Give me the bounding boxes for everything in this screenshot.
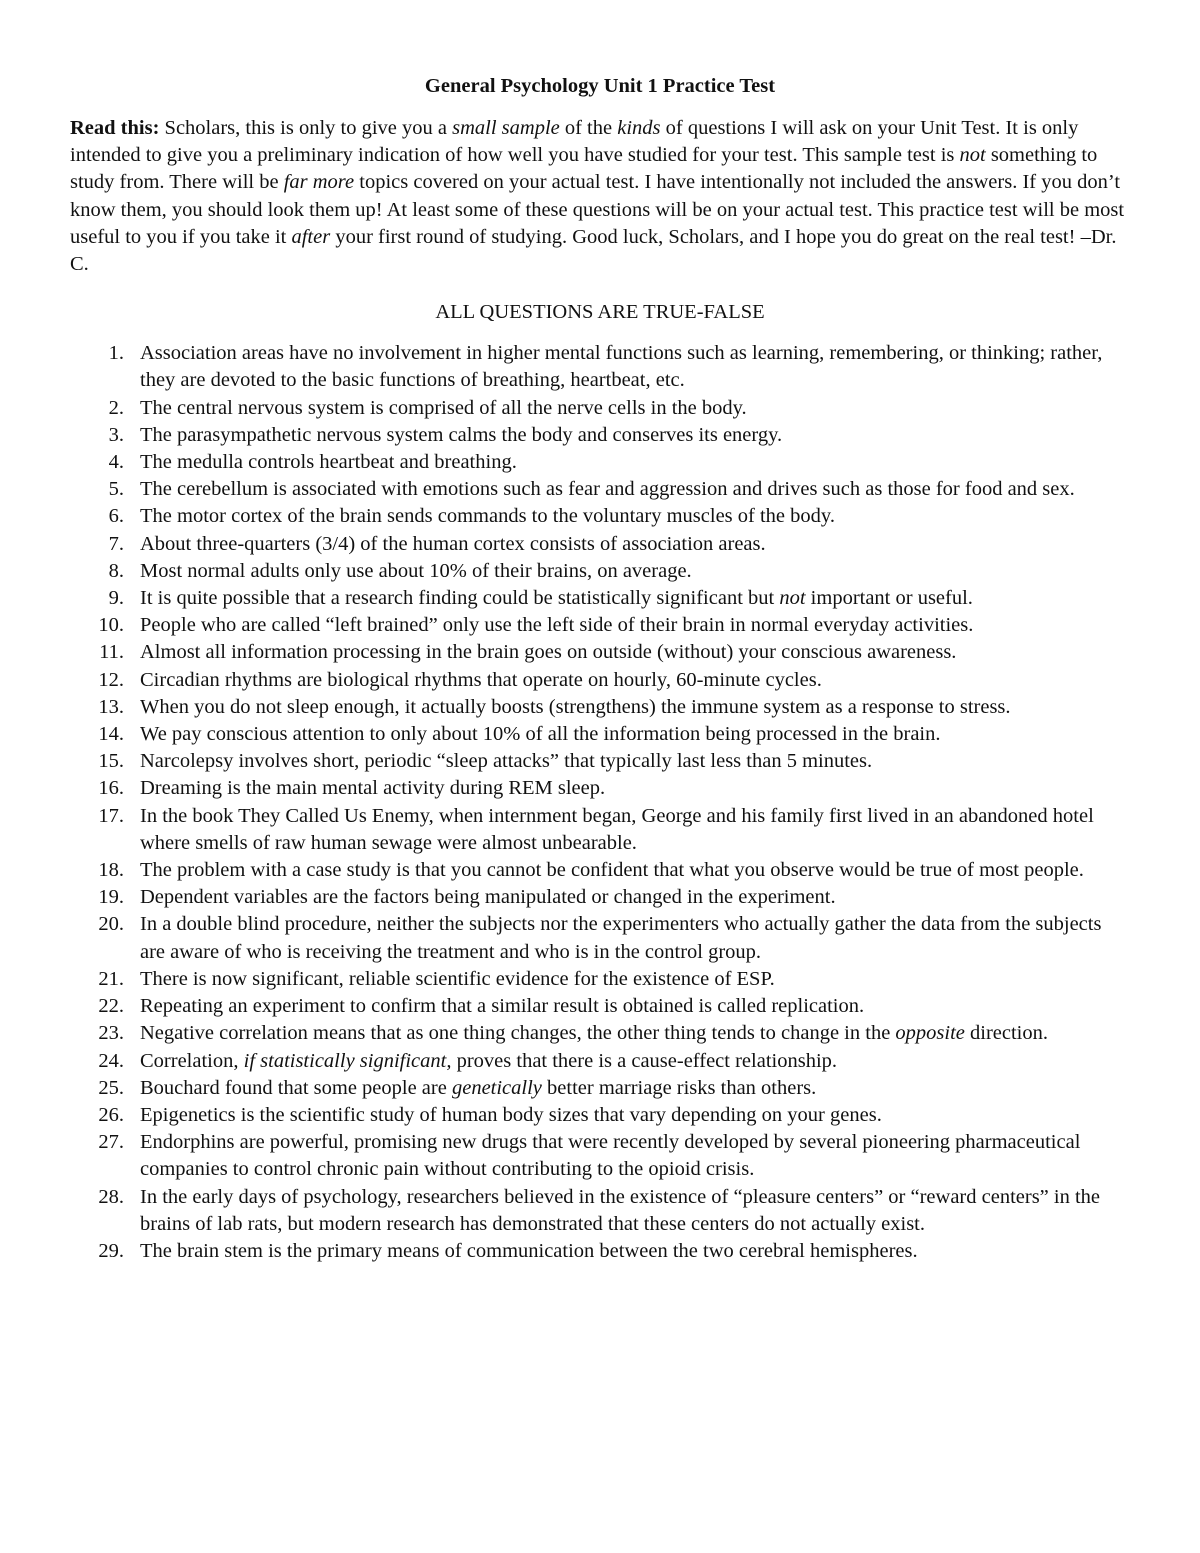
question-text xyxy=(140,696,1011,718)
question-number: 11. xyxy=(99,641,124,664)
question-item xyxy=(70,503,1130,530)
question-text xyxy=(140,560,692,582)
text-segment: direction. xyxy=(964,1022,1049,1045)
question-list xyxy=(70,340,1130,1265)
question-number: 19. xyxy=(98,886,124,909)
question-number: 26. xyxy=(98,1103,124,1126)
emphasis-text: small sample xyxy=(452,117,560,139)
text-segment: Narcolepsy involves short, periodic “sleep attacks” that typically last less than 5 minutes. xyxy=(140,750,873,773)
question-number: 7. xyxy=(108,532,124,555)
text-segment: The medulla controls heartbeat and breathing. xyxy=(140,451,517,474)
question-item xyxy=(70,476,1130,503)
question-item xyxy=(70,1075,1130,1102)
question-text xyxy=(140,397,747,419)
question-item xyxy=(70,993,1130,1020)
question-item xyxy=(70,395,1130,422)
text-segment: The central nervous system is comprised of all the nerve cells in the body. xyxy=(140,396,747,419)
text-segment: of questions I will ask on your Unit Test. It is only intended to give you a preliminary indication of how well you have studied for your test. This sample test is xyxy=(70,117,1079,167)
question-number: 12. xyxy=(98,668,124,691)
emphasis-text: if statistically significant, xyxy=(243,1049,452,1072)
text-segment: People who are called “left brained” only use the left side of their brain in normal everyday activities. xyxy=(140,614,974,637)
question-text xyxy=(140,1240,918,1262)
text-segment: Repeating an experiment to confirm that a similar result is obtained is called replication. xyxy=(140,995,865,1018)
text-segment: your first round of studying. Good luck, Scholars, and I hope you do great on the real test! –Dr. C. xyxy=(70,225,1117,276)
text-segment: When you do not sleep enough, it actually boosts (strengthens) the immune system as a response to stress. xyxy=(140,695,1011,718)
emphasis-text: far more xyxy=(283,171,355,194)
question-item xyxy=(70,558,1130,585)
text-segment: of the xyxy=(559,117,618,139)
question-item xyxy=(70,449,1130,476)
question-number: 17. xyxy=(98,804,124,827)
question-item xyxy=(70,531,1130,558)
question-item xyxy=(70,1020,1130,1047)
question-number: 18. xyxy=(98,859,124,882)
question-number: 1. xyxy=(108,342,124,365)
text-segment: About three-quarters (3/4) of the human cortex consists of association areas. xyxy=(140,532,766,555)
question-text xyxy=(140,1022,1048,1044)
intro-paragraph xyxy=(70,115,1130,278)
question-number: 13. xyxy=(98,695,124,718)
text-segment: In the early days of psychology, researchers believed in the existence of “pleasure centers” or “reward centers” in the brains of lab rats, but modern research has demonstrated that these centers do not actually exist. xyxy=(140,1185,1101,1235)
question-item xyxy=(70,667,1130,694)
question-item xyxy=(70,422,1130,449)
question-item xyxy=(70,911,1130,965)
text-segment: better marriage risks than others. xyxy=(541,1076,817,1099)
text-segment: The brain stem is the primary means of communication between the two cerebral hemispheres. xyxy=(140,1239,918,1262)
text-segment: Scholars, this is only to give you a xyxy=(159,117,453,139)
emphasis-text: not xyxy=(959,144,986,167)
text-segment: proves that there is a cause-effect relationship. xyxy=(451,1049,838,1072)
question-number: 22. xyxy=(98,995,124,1018)
question-item xyxy=(70,694,1130,721)
question-text xyxy=(140,424,782,446)
question-text xyxy=(140,1186,1100,1235)
text-segment: Endorphins are powerful, promising new drugs that were recently developed by several pioneering pharmaceutical companies to control chronic pain without contributing to the opioid crisis. xyxy=(140,1131,1081,1181)
question-text xyxy=(140,1131,1080,1180)
question-item xyxy=(70,340,1130,394)
question-number: 2. xyxy=(108,396,124,419)
text-segment: Correlation, xyxy=(140,1049,244,1072)
question-text xyxy=(140,451,517,473)
emphasis-text: genetically xyxy=(451,1076,542,1099)
question-text xyxy=(140,859,1084,881)
question-number: 23. xyxy=(98,1022,124,1045)
text-segment: The cerebellum is associated with emotions such as fear and aggression and drives such as those for food and sex. xyxy=(140,478,1075,501)
text-segment: Almost all information processing in the brain goes on outside (without) your conscious awareness. xyxy=(140,641,957,664)
question-text xyxy=(140,669,822,691)
emphasis-text: kinds xyxy=(617,117,661,139)
question-item xyxy=(70,612,1130,639)
question-number: 4. xyxy=(108,451,124,474)
question-number: 8. xyxy=(108,559,124,582)
question-item xyxy=(70,966,1130,993)
emphasis-text: after xyxy=(291,225,331,248)
text-segment: The parasympathetic nervous system calms the body and conserves its energy. xyxy=(140,423,783,446)
text-segment: The problem with a case study is that you cannot be confident that what you observe would be true of most people. xyxy=(140,859,1084,882)
question-text xyxy=(140,723,941,745)
question-number: 5. xyxy=(108,478,124,501)
question-item xyxy=(70,639,1130,666)
question-item xyxy=(70,1238,1130,1265)
text-segment: Negative correlation means that as one thing changes, the other thing tends to change in the xyxy=(140,1022,896,1045)
question-text xyxy=(140,995,864,1017)
question-text xyxy=(140,505,835,527)
question-text xyxy=(140,614,973,636)
text-segment: Dreaming is the main mental activity during REM sleep. xyxy=(140,777,606,800)
question-number: 10. xyxy=(98,614,124,637)
question-number: 3. xyxy=(108,423,124,446)
text-segment: The motor cortex of the brain sends commands to the voluntary muscles of the body. xyxy=(140,505,835,528)
question-text xyxy=(140,533,766,555)
text-segment: something to study from. There will be xyxy=(70,144,1098,194)
question-number: 27. xyxy=(98,1131,124,1154)
text-segment: Dependent variables are the factors being manipulated or changed in the experiment. xyxy=(140,886,836,909)
question-number: 9. xyxy=(108,587,124,610)
text-segment: In the book They Called Us Enemy, when internment began, George and his family first lived in an abandoned hotel where smells of raw human sewage were almost unbearable. xyxy=(140,804,1094,854)
question-text xyxy=(140,968,775,990)
question-text xyxy=(140,587,973,609)
text-segment: It is quite possible that a research finding could be statistically significant but xyxy=(140,587,780,610)
question-item xyxy=(70,803,1130,857)
emphasis-text: not xyxy=(779,587,806,610)
question-item xyxy=(70,1184,1130,1238)
question-item xyxy=(70,775,1130,802)
question-text xyxy=(140,478,1075,500)
question-text xyxy=(140,342,1102,391)
question-text xyxy=(140,805,1094,854)
question-text xyxy=(140,750,872,772)
question-number: 20. xyxy=(98,913,124,936)
question-text xyxy=(140,641,956,663)
text-segment: Association areas have no involvement in higher mental functions such as learning, remembering, or thinking; rather, they are devoted to the basic functions of breathing, heartbeat, etc. xyxy=(140,342,1103,392)
question-item xyxy=(70,1129,1130,1183)
question-item xyxy=(70,884,1130,911)
question-number: 6. xyxy=(108,505,124,528)
question-number: 29. xyxy=(98,1239,124,1262)
document-title: General Psychology Unit 1 Practice Test xyxy=(424,75,776,97)
question-number: 21. xyxy=(98,967,124,990)
text-segment: important or useful. xyxy=(805,587,973,610)
text-segment: Most normal adults only use about 10% of their brains, on average. xyxy=(140,559,692,582)
question-number: 28. xyxy=(98,1185,124,1208)
intro-label: Read this: xyxy=(70,117,160,139)
text-segment: Epigenetics is the scientific study of human body sizes that vary depending on your genes. xyxy=(140,1103,882,1126)
question-text xyxy=(140,777,605,799)
question-item xyxy=(70,748,1130,775)
section-heading: ALL QUESTIONS ARE TRUE-FALSE xyxy=(435,301,765,324)
text-segment: topics covered on your actual test. I have intentionally not included the answers. If you don’t know them, you should look them up! At least some of these questions will be on your actual test. This practice test will be most useful to you if you take it xyxy=(70,171,1125,248)
question-text xyxy=(140,1077,816,1099)
question-item xyxy=(70,1102,1130,1129)
question-item xyxy=(70,721,1130,748)
question-item xyxy=(70,585,1130,612)
intro-text xyxy=(70,117,1124,275)
question-text xyxy=(140,886,836,908)
text-segment: Circadian rhythms are biological rhythms that operate on hourly, 60-minute cycles. xyxy=(140,668,822,691)
question-text xyxy=(140,1050,837,1072)
question-text xyxy=(140,1104,882,1126)
question-text xyxy=(140,913,1101,962)
question-number: 24. xyxy=(98,1049,124,1072)
question-number: 25. xyxy=(98,1076,124,1099)
emphasis-text: opposite xyxy=(895,1022,965,1045)
question-number: 14. xyxy=(98,723,124,746)
text-segment: Bouchard found that some people are xyxy=(140,1076,452,1099)
question-number: 15. xyxy=(98,750,124,773)
text-segment: We pay conscious attention to only about 10% of all the information being processed in the brain. xyxy=(140,723,941,746)
text-segment: In a double blind procedure, neither the subjects nor the experimenters who actually gather the data from the subjects are aware of who is receiving the treatment and who is in the control group. xyxy=(140,913,1102,963)
question-number: 16. xyxy=(98,777,124,800)
question-item xyxy=(70,857,1130,884)
text-segment: There is now significant, reliable scientific evidence for the existence of ESP. xyxy=(140,967,775,990)
question-item xyxy=(70,1048,1130,1075)
